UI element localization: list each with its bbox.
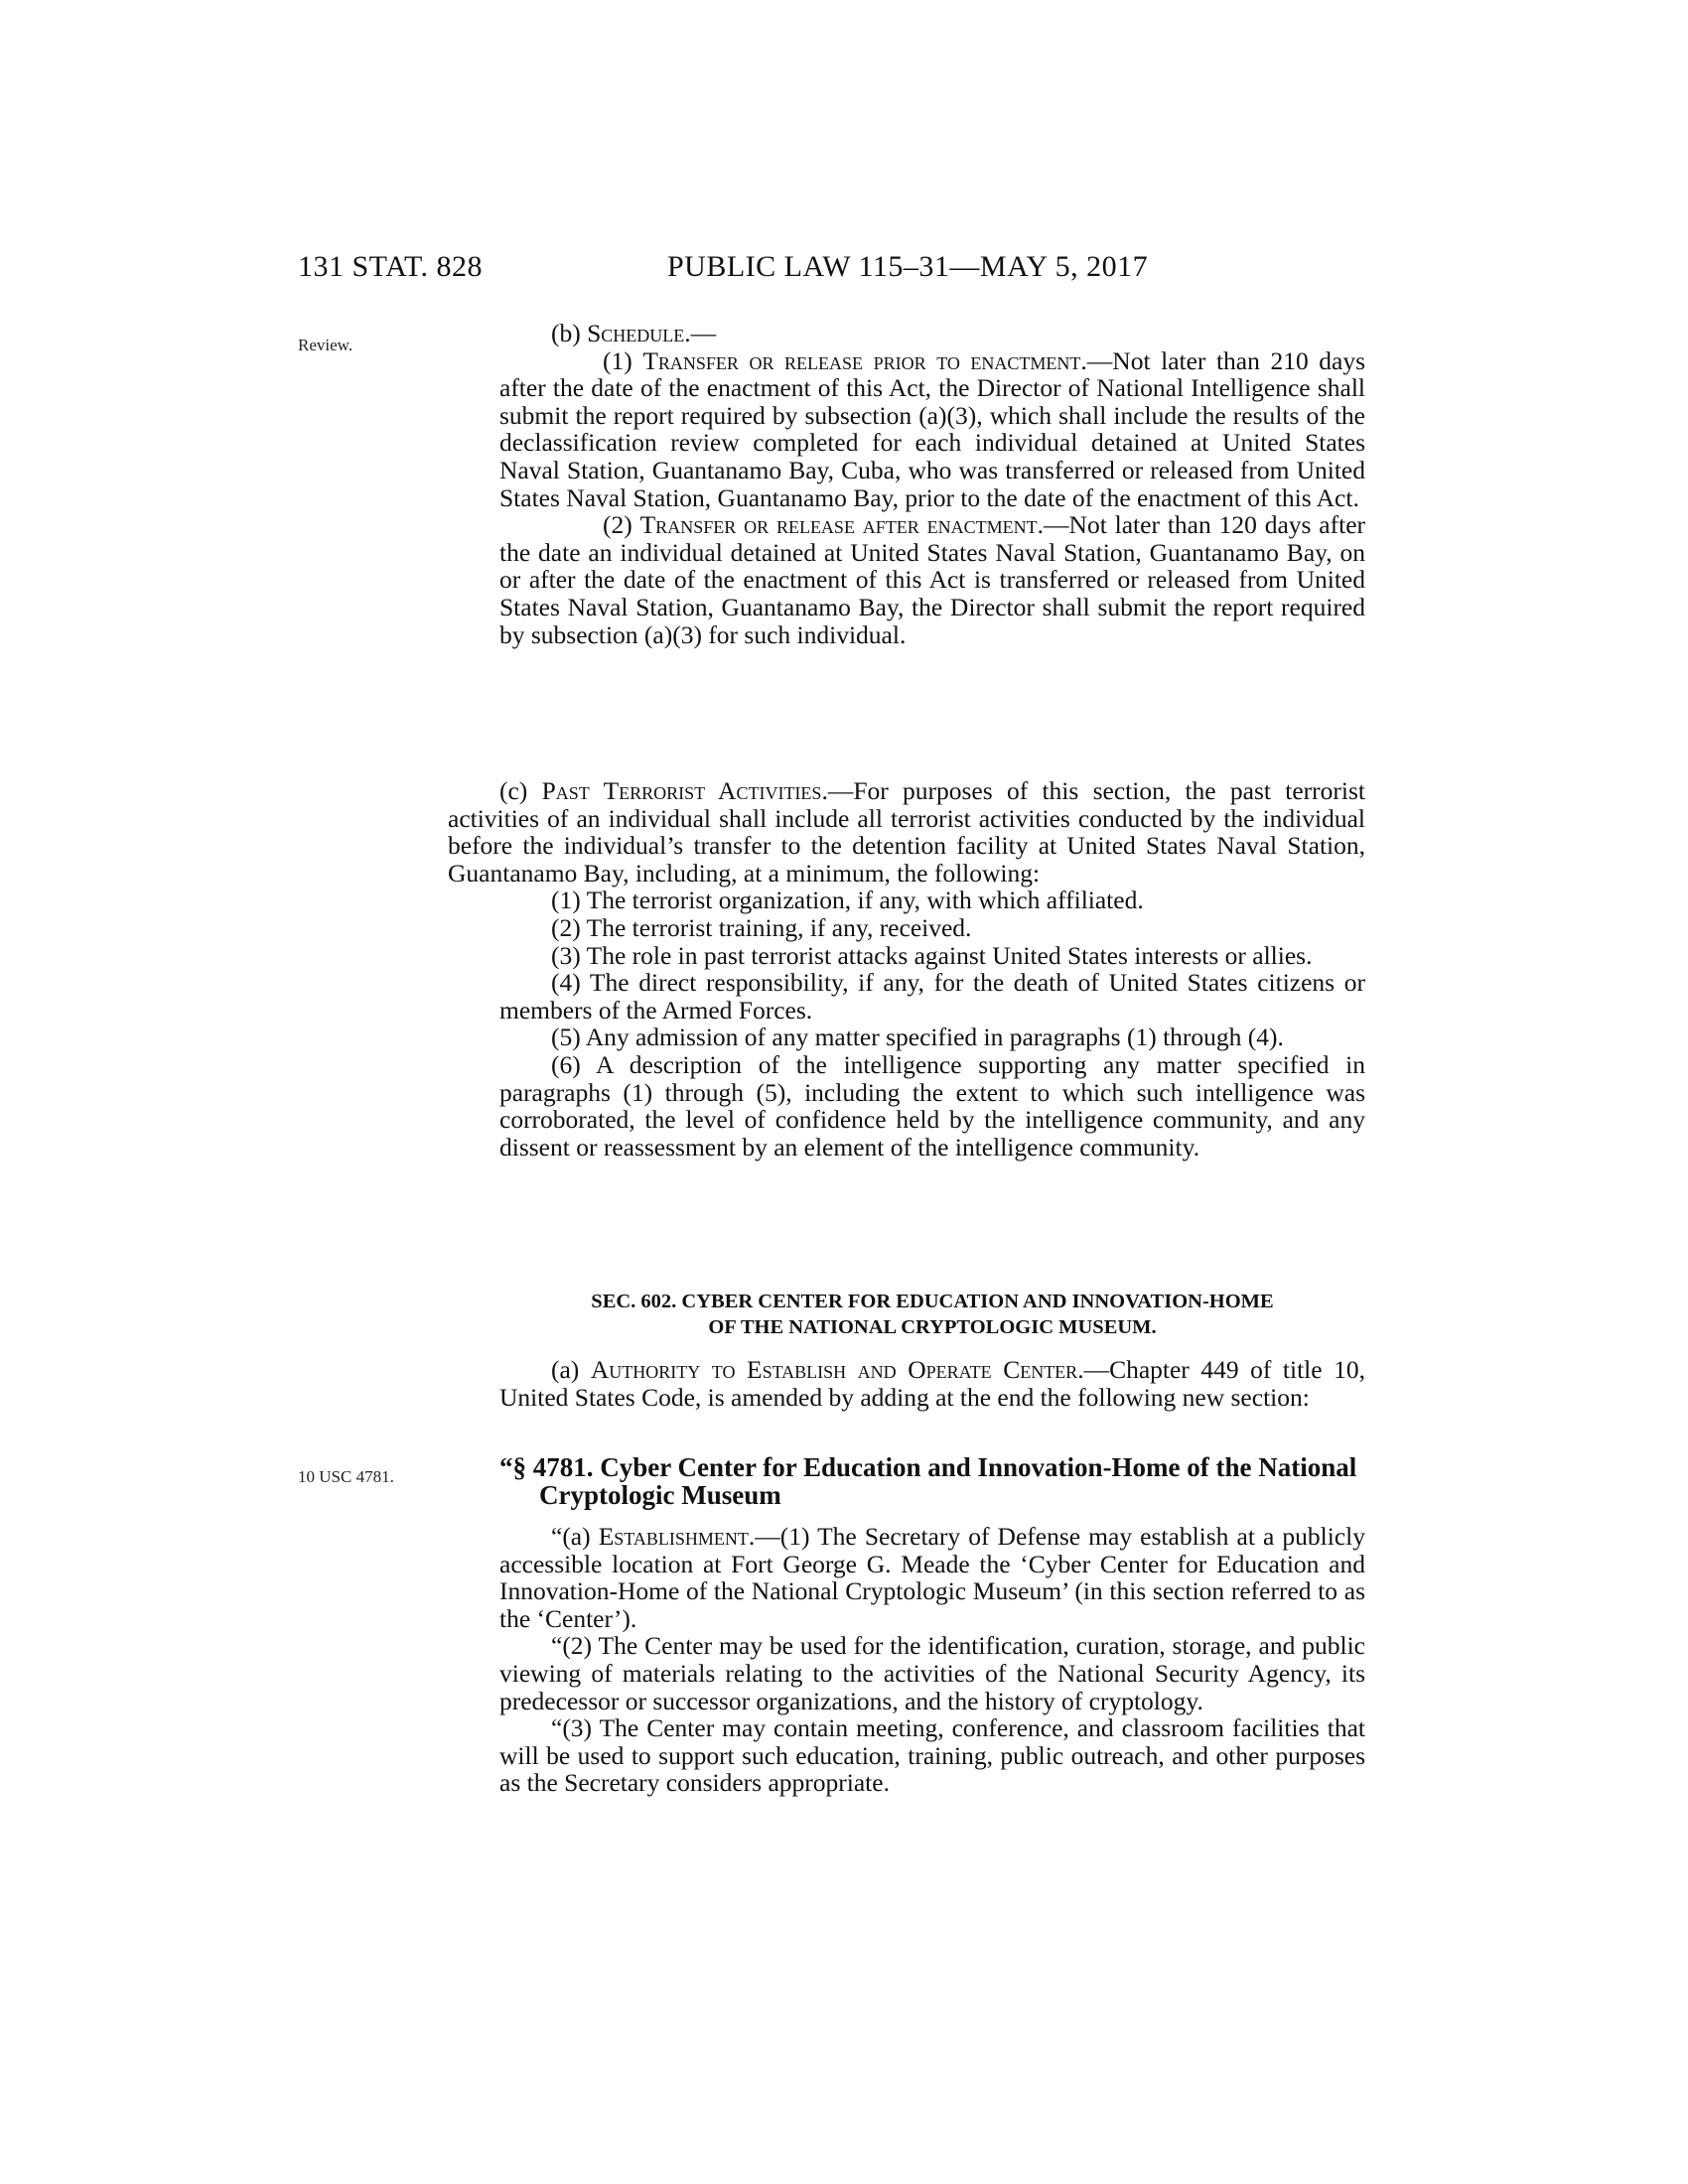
paragraph-c5: (5) Any admission of any matter specified in paragraphs (1) through (4). xyxy=(551,1023,1284,1052)
paragraph-c2: (2) The terrorist training, if any, received. xyxy=(551,912,972,942)
margin-note-usc: 10 USC 4781. xyxy=(298,1467,394,1486)
subsection-c-text: (c) Past Terrorist Activities.—For purposes of this section, the past terrorist activities of an individual shall include all terrorist activities conducted by the individual before the individual’s transfer to the detention facility at United States Naval Station, Guantanamo Bay, including, at a minimum, the following: xyxy=(448,776,1365,887)
usc-4781-a1: “(a) Establishment.—(1) The Secretary of Defense may establish at a publicly accessible location at Fort George G. Meade the ‘Cyber Center for Education and Innovation-Home of the National Cryptologic Museum’ (in this section referred to as the ‘Center’). xyxy=(499,1522,1365,1633)
paragraph-c1: (1) The terrorist organization, if any, with which affiliated. xyxy=(551,886,1144,915)
subsection-b-heading: (b) Schedule.— xyxy=(551,319,717,347)
subsection-c xyxy=(448,776,1365,1161)
paragraph-c4: (4) The direct responsibility, if any, for the death of United States citizens or members of the Armed Forces. xyxy=(499,968,1365,1024)
section-602-heading-line1: SEC. 602. CYBER CENTER FOR EDUCATION AND INNOVATION-HOME xyxy=(591,1291,1274,1312)
page-header xyxy=(298,250,1365,290)
page-number: 131 STAT. 828 xyxy=(298,250,484,283)
usc-4781-heading: “§ 4781. Cyber Center for Education and Innovation-Home of the National Cryptologic Museum xyxy=(499,1452,1357,1510)
section-602-heading-line2: OF THE NATIONAL CRYPTOLOGIC MUSEUM. xyxy=(708,1316,1157,1338)
subsection-block-1 xyxy=(499,320,1365,648)
section-602-subsection-a: (a) Authority to Establish and Operate Center.—Chapter 449 of title 10, United States Code, is amended by adding at the end the following new section: xyxy=(499,1355,1365,1412)
paragraph-c6: (6) A description of the intelligence supporting any matter specified in paragraphs (1) through (5), including the extent to which such intelligence was corroborated, the level of confidence held by the intelligence community, and any dissent or reassessment by an element of the intelligence community. xyxy=(499,1049,1365,1161)
paragraph-b2: (2) Transfer or release after enactment.—Not later than 120 days after the date an individual detained at United States Naval Station, Guantanamo Bay, on or after the date of the enactment of this Act is transferred or released from United States Naval Station, Guantanamo Bay, the Director shall submit the report required by subsection (a)(3) for such individual. xyxy=(499,510,1366,649)
paragraph-b1: (1) Transfer or release prior to enactment.—Not later than 210 days after the date of the enactment of this Act, the Director of National Intelligence shall submit the report required by subsection (a)(3), which shall include the results of the declassification review completed for each individual detained at United States Naval Station, Guantanamo Bay, Cuba, who was transferred or released from United States Naval Station, Guantanamo Bay, prior to the date of the enactment of this Act. xyxy=(499,345,1366,512)
usc-4781-a3: “(3) The Center may contain meeting, conference, and classroom facilities that will be used to support such education, training, public outreach, and other purposes as the Secretary considers appropriate. xyxy=(499,1713,1365,1798)
usc-4781 xyxy=(499,1453,1365,1797)
usc-4781-a2: “(2) The Center may be used for the identification, curation, storage, and public viewing of materials relating to the activities of the National Security Agency, its predecessor or successor organizations, and the history of cryptology. xyxy=(499,1631,1365,1715)
law-title: PUBLIC LAW 115–31—MAY 5, 2017 xyxy=(667,250,1149,283)
paragraph-c3: (3) The role in past terrorist attacks against United States interests or allies. xyxy=(551,940,1313,970)
margin-note-review: Review. xyxy=(298,336,353,354)
section-602 xyxy=(499,1289,1365,1411)
